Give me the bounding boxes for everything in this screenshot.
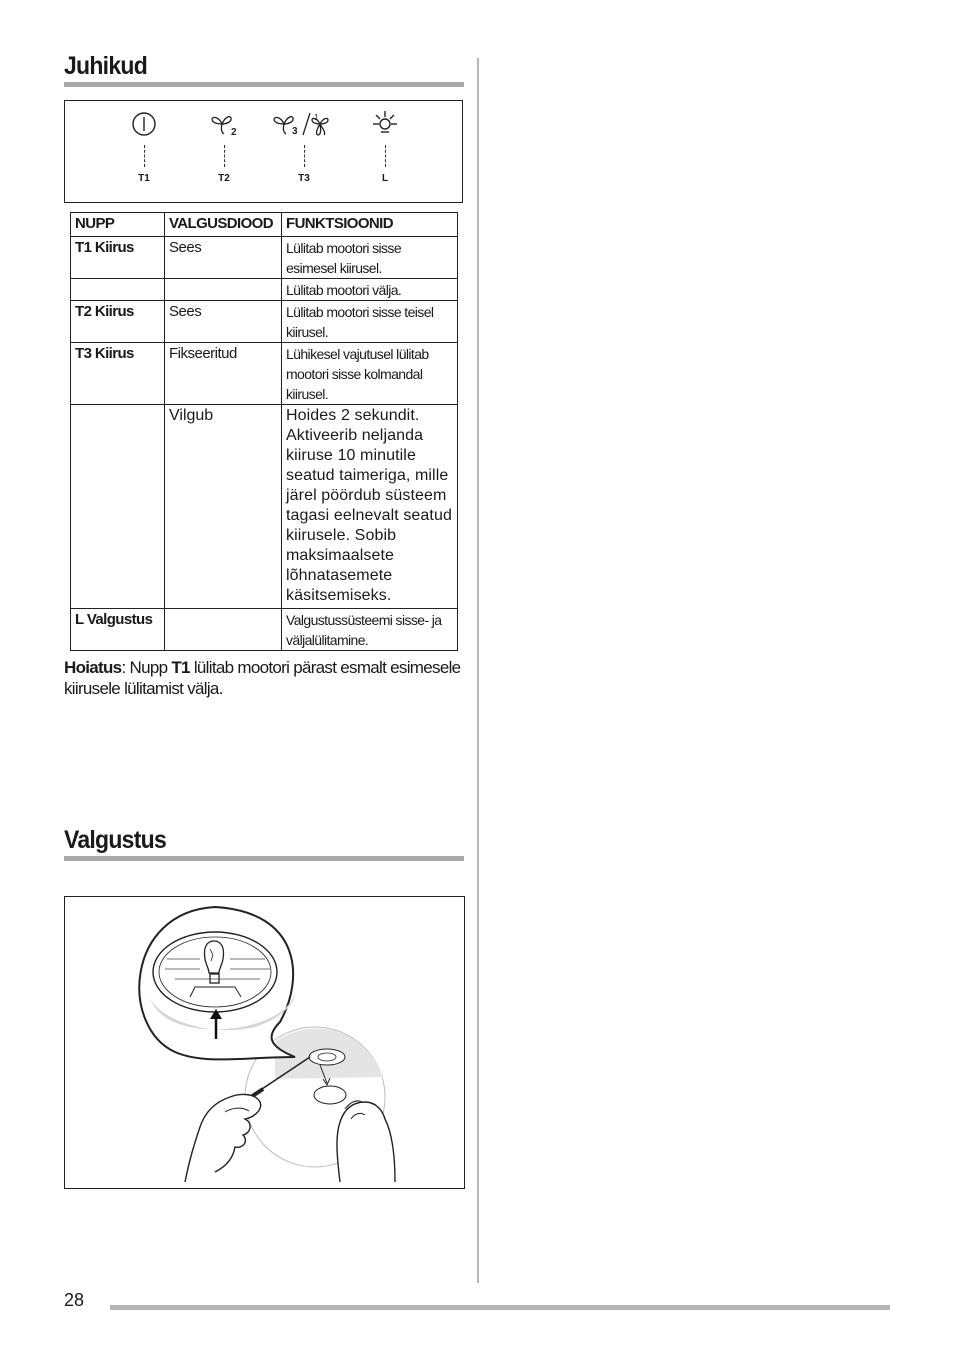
column-divider — [477, 58, 479, 1283]
table-cell-function: Lülitab mootori sisse esimesel kiirusel. — [282, 237, 458, 279]
table-row — [71, 609, 458, 651]
table-row — [71, 405, 458, 609]
table-header-cell: FUNKTSIOONID — [282, 213, 458, 237]
controls-heading: Juhikud — [64, 52, 148, 80]
control-label: T1 — [138, 173, 150, 184]
fan-speed-2-icon — [209, 109, 239, 139]
controls-heading-rule — [64, 82, 464, 87]
table-cell-function: Hoides 2 sekundit. Aktiveerib neljanda kiiruse 10 minutile seatud taimeriga, mille järel pöördub süsteem tagasi eelnevalt seatud kiirusele. Sobib maksimaalsete lõhnatasemete käsitsemiseks. — [282, 405, 458, 609]
control-t3 — [274, 101, 334, 201]
lamp-replacement-illustration — [64, 896, 465, 1189]
table-header-cell: VALGUSDIOOD — [165, 213, 282, 237]
table-row — [71, 343, 458, 405]
control-leader-line — [385, 145, 386, 167]
light-icon — [370, 109, 400, 139]
page-number: 28 — [64, 1290, 85, 1310]
control-t1 — [114, 101, 174, 201]
table-cell-led — [165, 279, 282, 301]
warning-text: lülitab mootori pärast esmalt esimesele kiirusele lülitamist välja. — [64, 658, 461, 698]
warning-key: T1 — [171, 658, 190, 677]
table-cell-function: Lülitab mootori sisse teisel kiirusel. — [282, 301, 458, 343]
control-l — [355, 101, 415, 201]
svg-text:3: 3 — [292, 126, 298, 137]
footer-rule — [110, 1305, 890, 1310]
power-icon — [129, 109, 159, 139]
table-cell-led: Sees — [165, 301, 282, 343]
svg-text:2: 2 — [231, 127, 237, 138]
control-leader-line — [144, 145, 145, 167]
warning-text: : Nupp — [121, 658, 172, 677]
control-label: L — [381, 173, 389, 184]
table-row — [71, 279, 458, 301]
table-row — [71, 301, 458, 343]
lighting-heading: Valgustus — [64, 826, 167, 854]
lighting-heading-rule — [64, 856, 464, 861]
control-leader-line — [304, 145, 305, 167]
table-cell-led: Vilgub — [165, 405, 282, 609]
controls-function-table — [70, 212, 458, 651]
table-header-cell: NUPP — [71, 213, 165, 237]
table-cell-key: T1 Kiirus — [71, 237, 165, 279]
table-cell-function: Valgustussüsteemi sisse- ja väljalülitamine. — [282, 609, 458, 651]
table-cell-led — [165, 609, 282, 651]
control-leader-line — [224, 145, 225, 167]
fan-speed-3-icon — [273, 109, 335, 139]
table-cell-function: Lülitab mootori välja. — [282, 279, 458, 301]
table-cell-key: L Valgustus — [71, 609, 165, 651]
table-cell-led: Sees — [165, 237, 282, 279]
table-cell-key — [71, 405, 165, 609]
table-row — [71, 237, 458, 279]
warning-label: Hoiatus — [64, 658, 122, 677]
control-label: T2 — [218, 173, 230, 184]
control-t2 — [194, 101, 254, 201]
svg-text:1: 1 — [314, 113, 319, 122]
table-cell-function: Lühikesel vajutusel lülitab mootori sisse kolmandal kiirusel. — [282, 343, 458, 405]
lamp-replacement-drawing — [65, 897, 463, 1187]
table-cell-led: Fikseeritud — [165, 343, 282, 405]
control-label: T3 — [298, 173, 310, 184]
control-panel-diagram — [64, 100, 463, 203]
table-cell-key: T2 Kiirus — [71, 301, 165, 343]
table-cell-key: T3 Kiirus — [71, 343, 165, 405]
table-cell-key — [71, 279, 165, 301]
warning-note — [64, 657, 464, 699]
table-header-row — [71, 213, 458, 237]
